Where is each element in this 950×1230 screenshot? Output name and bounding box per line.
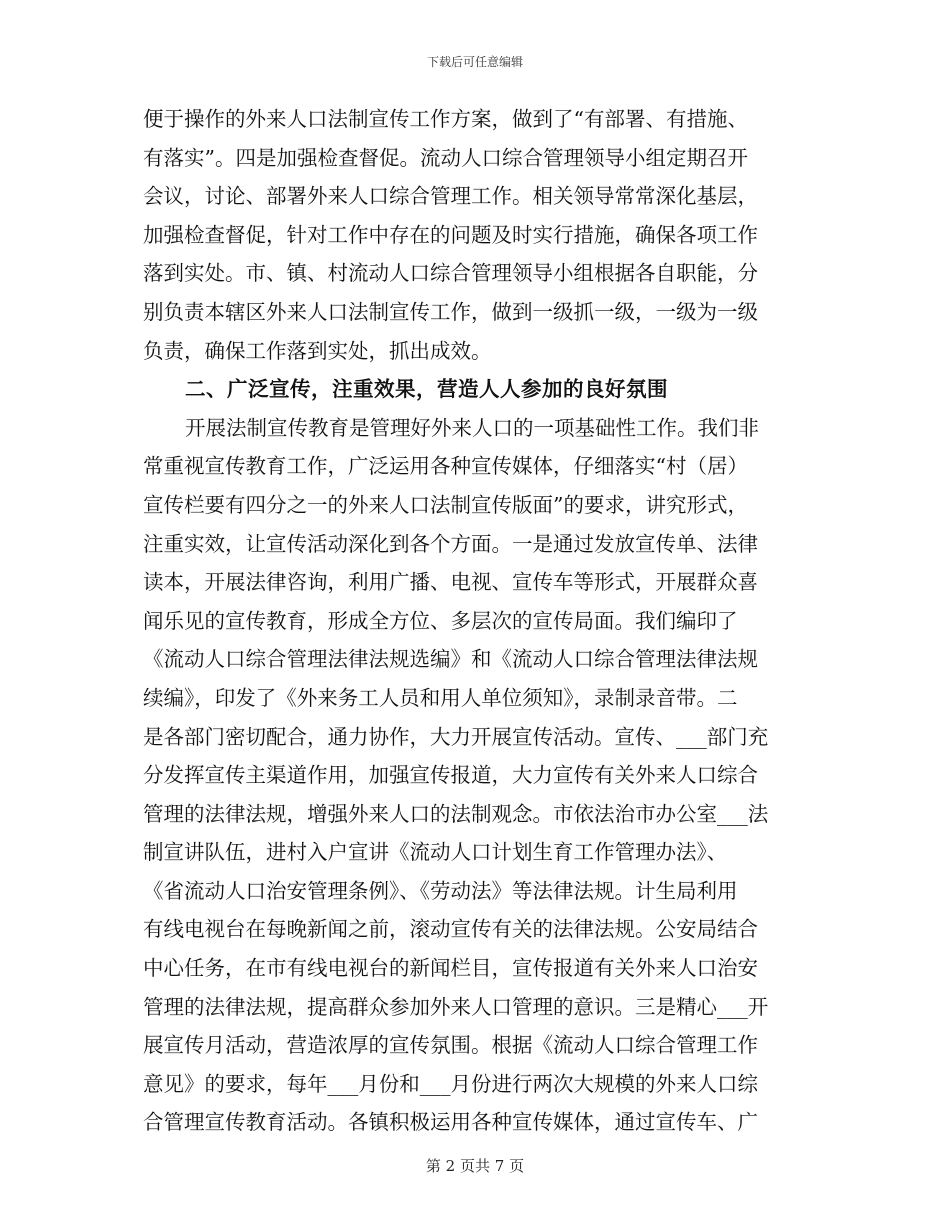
section-heading: 二、广泛宣传，注重效果，营造人人参加的良好氛围 bbox=[185, 377, 668, 402]
text-line: 中心任务，在市有线电视台的新闻栏目，宣传报道有关外来人口治安 bbox=[143, 956, 758, 981]
text-line: 展宣传月活动，营造浓厚的宣传氛围。根据《流动人口综合管理工作 bbox=[143, 1033, 758, 1058]
text-line: 分发挥宣传主渠道作用，加强宣传报道，大力宣传有关外来人口综合 bbox=[143, 763, 758, 788]
text-line: 会议，讨论、部署外来人口综合管理工作。相关领导常常深化基层， bbox=[143, 184, 758, 209]
text-line: 有线电视台在每晚新闻之前，滚动宣传有关的法律法规。公安局结合 bbox=[143, 917, 758, 942]
text-line: 负责，确保工作落到实处，抓出成效。 bbox=[143, 338, 492, 363]
document-body bbox=[143, 100, 807, 1142]
text-line: 有落实”。四是加强检查督促。流动人口综合管理领导小组定期召开 bbox=[143, 145, 748, 170]
text-line: 《省流动人口治安管理条例》、《劳动法》等法律法规。计生局利用 bbox=[143, 878, 738, 903]
text-line: 常重视宣传教育工作，广泛运用各种宣传媒体，仔细落实“村（居） bbox=[143, 454, 748, 479]
text-line: 宣传栏要有四分之一的外来人口法制宣传版面”的要求，讲究形式， bbox=[143, 492, 748, 517]
text-line: 是各部门密切配合，通力协作，大力开展宣传活动。宣传、___部门充 bbox=[143, 724, 769, 749]
text-line: 便于操作的外来人口法制宣传工作方案，做到了“有部署、有措施、 bbox=[143, 107, 748, 131]
text-line: 制宣讲队伍，进村入户宣讲《流动人口计划生育工作管理办法》、 bbox=[143, 840, 728, 865]
page-footer: 第 2 页共 7 页 bbox=[425, 1157, 525, 1175]
text-line: 落到实处。市、镇、村流动人口综合管理领导小组根据各自职能，分 bbox=[143, 261, 758, 286]
text-line: 合管理宣传教育活动。各镇积极运用各种宣传媒体，通过宣传车、广 bbox=[143, 1110, 758, 1135]
text-line: 读本，开展法律咨询，利用广播、电视、宣传车等形式，开展群众喜 bbox=[143, 570, 758, 595]
text-line: 注重实效，让宣传活动深化到各个方面。一是通过发放宣传单、法律 bbox=[143, 531, 758, 556]
text-line: 《流动人口综合管理法律法规选编》和《流动人口综合管理法律法规 bbox=[143, 647, 758, 672]
text-line: 加强检查督促，针对工作中存在的问题及时实行措施，确保各项工作 bbox=[143, 222, 758, 247]
header-note: 下载后可任意编辑 bbox=[426, 55, 523, 69]
text-line: 管理的法律法规，增强外来人口的法制观念。市依法治市办公室___法 bbox=[143, 801, 769, 826]
text-line: 续编》，印发了《外来务工人员和用人单位须知》，录制录音带。二 bbox=[143, 685, 738, 710]
text-line: 闻乐见的宣传教育，形成全方位、多层次的宣传局面。我们编印了 bbox=[143, 608, 738, 633]
text-line: 别负责本辖区外来人口法制宣传工作，做到一级抓一级，一级为一级 bbox=[143, 299, 758, 324]
text-line: 意见》的要求，每年___月份和___月份进行两次大规模的外来人口综 bbox=[143, 1071, 758, 1096]
text-line: 开展法制宣传教育是管理好外来人口的一项基础性工作。我们非 bbox=[185, 415, 759, 440]
text-line: 管理的法律法规，提高群众参加外来人口管理的意识。三是精心___开 bbox=[143, 994, 769, 1019]
